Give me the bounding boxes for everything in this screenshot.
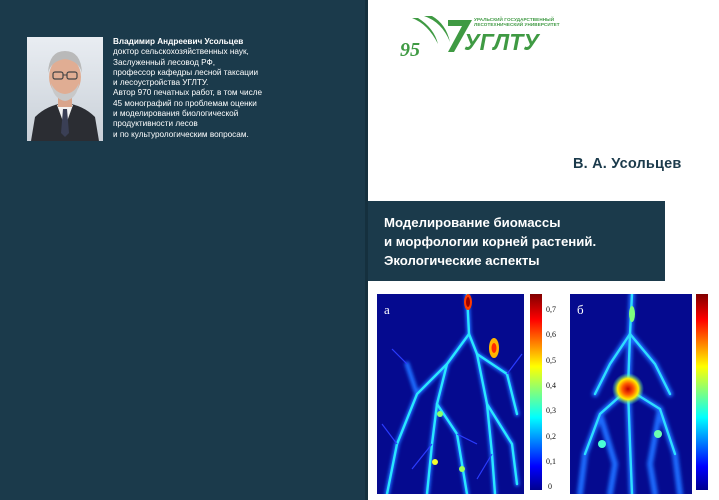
colorbar-tick: 0,6 [546,330,556,339]
colorbar-tick: 0,1 [546,457,556,466]
bio-line: и моделирования биологической [113,109,239,119]
author-name: В. А. Усольцев [573,156,682,172]
bio-line: 45 монографий по проблемам оценки [113,98,257,108]
university-name [474,17,584,28]
author-photo [27,37,103,141]
root-heatmap-a [377,294,524,494]
colorbar-tick: 0,4 [546,381,556,390]
root-heatmap-b [570,294,692,494]
colorbar-tick: 0,5 [546,356,556,365]
bio-line: и лесоустройства УГЛТУ. [113,78,209,88]
title-box [368,201,665,281]
bio-line: доктор сельскохозяйственных наук, [113,47,249,57]
colorbar-tick: 0,7 [546,305,556,314]
colorbar-b [696,294,708,490]
title-line: Моделирование биомассы [384,215,561,230]
title-line: Экологические аспекты [384,253,540,268]
logo-text: УГЛТУ [464,29,539,55]
colorbar-tick: 0,3 [546,406,556,415]
bio-name: Владимир Андреевич Усольцев [113,37,244,46]
bio-line: Автор 970 печатных работ, в том числе [113,88,263,98]
bio-line: и по культурологическим вопросам. [113,129,249,139]
author-bio [113,37,358,140]
university-line: УРАЛЬСКИЙ ГОСУДАРСТВЕННЫЙ [474,17,555,22]
bio-line: продуктивности лесов [113,119,198,129]
title-line: и морфологии корней растений. [384,234,597,249]
panel-label-b: б [577,302,584,317]
bio-line: Заслуженный лесовод РФ, [113,57,215,67]
colorbar-tick: 0 [548,482,552,491]
colorbar-tick: 0,2 [546,432,556,441]
university-line: ЛЕСОТЕХНИЧЕСКИЙ УНИВЕРСИТЕТ [474,22,560,28]
book-title [384,213,596,270]
panel-label-a: а [384,302,390,317]
colorbar-a [530,294,542,490]
bio-line: профессор кафедры лесной таксации [113,67,259,77]
logo-mark: 95 [400,39,420,61]
